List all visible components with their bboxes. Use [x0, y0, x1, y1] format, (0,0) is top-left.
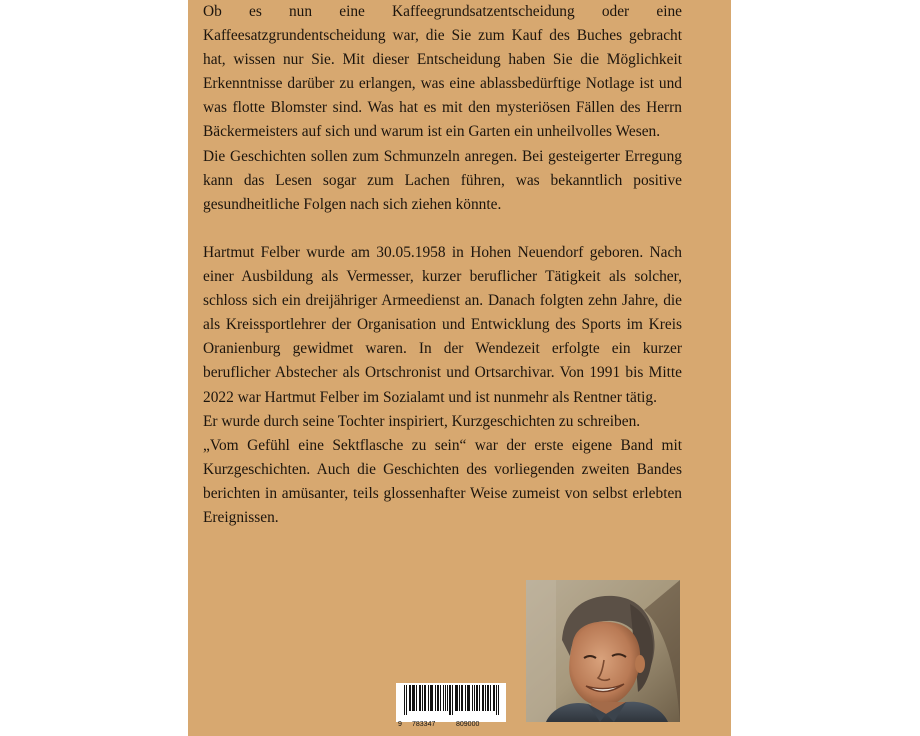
barcode-bar [422, 685, 423, 711]
author-photo [526, 580, 680, 722]
barcode-bar [450, 685, 451, 715]
barcode-bars [396, 683, 506, 722]
barcode-bar [456, 685, 457, 711]
barcode-bar [476, 685, 477, 711]
barcode-bar [440, 685, 441, 711]
isbn-barcode [396, 683, 506, 728]
barcode-bar [404, 685, 405, 715]
barcode-bar [425, 685, 426, 711]
barcode-bar [445, 685, 446, 711]
barcode-bar [459, 685, 460, 711]
barcode-bar [435, 685, 436, 711]
barcode-bar [487, 685, 488, 711]
barcode-bar [482, 685, 483, 711]
barcode-bar [431, 685, 432, 711]
barcode-bar [461, 685, 462, 711]
blurb-paragraph: Die Geschichten sollen zum Schmunzeln anregen. Bei gesteigerter Erregung kann das Lesen sogar zum Lachen führen, was bekanntlich positive gesundheitliche Folgen nach sich ziehen könnte. [203, 147, 682, 213]
barcode-bar [468, 685, 469, 711]
barcode-bar [496, 685, 497, 715]
barcode-bar [424, 685, 425, 711]
author-bio-paragraph: Hartmut Felber wurde am 30.05.1958 in Hohen Neuendorf geboren. Nach einer Ausbildung als Vermesser, kurzer beruflicher Tätigkeit als solcher, schloss sich ein dreijähriger Armeedienst an. Danach folgten zehn Jahre, die als Kreissportlehrer der Organisation und Entwicklung des Sports im Kreis Oranienburg gewidmet waren. In der Wendezeit erfolgte ein kurzer beruflicher Abstecher als Ortschronist und Ortsarchivar. Von 1991 bis Mitte 2022 war Hartmut Felber im Sozialamt und ist nunmehr als Rentner tätig. [203, 243, 682, 406]
barcode-bar [449, 685, 450, 715]
barcode-bar [465, 685, 466, 711]
barcode-bar [457, 685, 458, 711]
barcode-bar [485, 685, 486, 711]
barcode-bar [420, 685, 421, 711]
barcode-bar [474, 685, 475, 711]
barcode-bar [455, 685, 456, 711]
author-bio-paragraph: „Vom Gefühl eine Sektflasche zu sein“ war der erste eigene Band mit Kurzgeschichten. Auch die Geschichten des vorliegenden zweiten Bandes berichten in amüsanter, teils glossenhafter Weise zumeist von selbst erlebten Ereignissen. [203, 436, 682, 526]
barcode-bar [432, 685, 433, 711]
barcode-bar [413, 685, 414, 711]
barcode-bar [467, 685, 468, 711]
back-cover-text [203, 0, 682, 530]
barcode-bar [447, 685, 448, 711]
barcode-bar [409, 685, 410, 711]
barcode-bar [490, 685, 491, 711]
barcode-bar [438, 685, 439, 711]
barcode-bar [462, 685, 463, 711]
barcode-bar [406, 685, 407, 715]
barcode-bar [483, 685, 484, 711]
barcode-digit-first: 9 [398, 721, 402, 728]
barcode-bar [430, 685, 431, 711]
barcode-bar [428, 685, 429, 711]
barcode-bar [498, 685, 499, 715]
barcode-bar [493, 685, 494, 711]
barcode-bar [419, 685, 420, 711]
barcode-bar [488, 685, 489, 711]
barcode-bar [412, 685, 413, 711]
book-back-cover [188, 0, 731, 736]
barcode-bar [452, 685, 453, 715]
barcode-bar [469, 685, 470, 711]
author-portrait-image [526, 580, 680, 722]
barcode-bar [472, 685, 473, 711]
barcode-digits-right: 809000 [456, 721, 480, 728]
barcode-bar [443, 685, 444, 711]
author-bio-paragraph: Er wurde durch seine Tochter inspiriert, Kurzgeschichten zu schreiben. [203, 412, 641, 430]
barcode-bar [414, 685, 415, 711]
barcode-bar [494, 685, 495, 711]
barcode-bar [437, 685, 438, 711]
barcode-bar [479, 685, 480, 711]
barcode-bar [416, 685, 417, 711]
barcode-bar [410, 685, 411, 711]
blurb-paragraph: Ob es nun eine Kaffeegrundsatzentscheidung oder eine Kaffeesatzgrundentscheidung war, die Sie zum Kauf des Buches gebracht hat, wissen nur Sie. Mit dieser Entscheidung haben Sie die Möglichkeit Erkenntnisse darüber zu erlangen, was eine ablassbedürftige Notlage ist und was flotte Blomster sind. Was hat es mit den mysteriösen Fällen des Herrn Bäckermeisters auf sich und warum ist ein Garten ein unheilvolles Wesen. [203, 3, 682, 141]
barcode-digits-left: 783347 [412, 721, 436, 728]
barcode-bar [477, 685, 478, 711]
